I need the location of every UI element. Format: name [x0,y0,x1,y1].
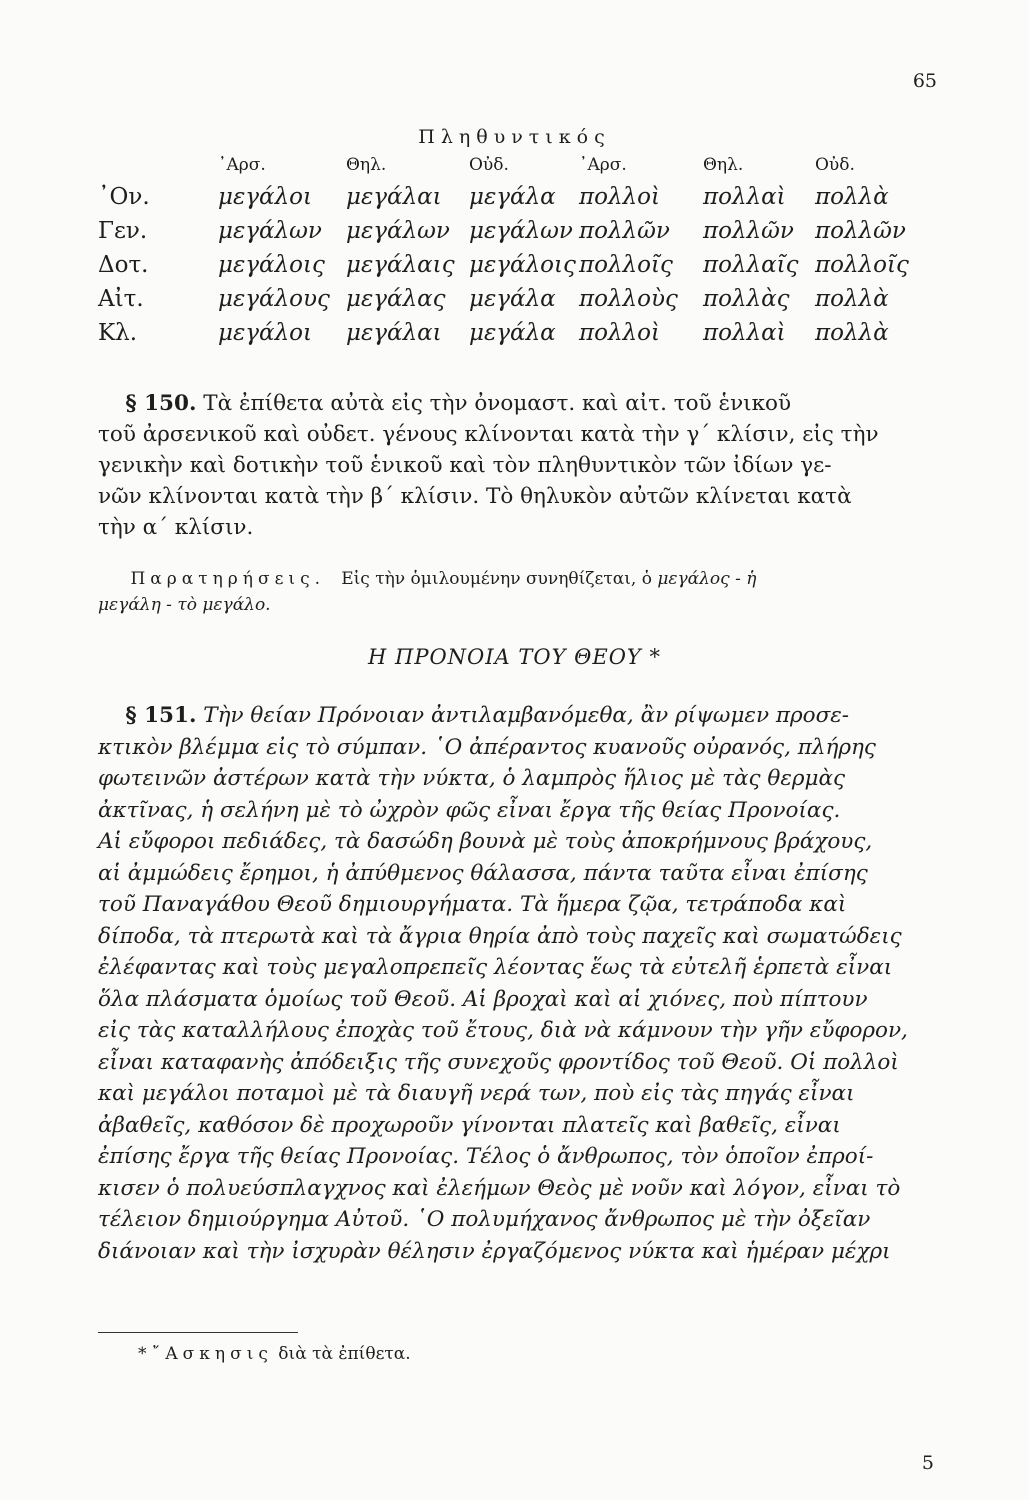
table-cell: πολλαῖς [703,252,799,278]
table-cell: πολλῶν [703,218,794,244]
table-row [98,316,911,350]
text-line: εἰς τὰς καταλλήλους ἐποχὰς τοῦ ἔτους, διὰ νὰ κάμνουν τὴν γῆν εὔφορον, [98,1018,908,1043]
table-cell: πολλοῖς [579,252,673,278]
footnote-label: ῎Ασκησις [151,1344,273,1364]
text-line: διάνοιαν καὶ τὴν ἰσχυρὰν θέλησιν ἐργαζόμενος νύκτα καὶ ἡμέραν μέχρι [98,1238,891,1264]
remarks-forms-continued: μεγάλη - τὸ μεγάλο. [98,595,271,615]
declension-table [98,150,911,350]
table-cell: πολλὰ [815,286,889,312]
table-cell: μεγάλας [346,286,446,312]
text-line: τοῦ ἀρσενικοῦ καὶ οὐδετ. γένους κλίνονται κατὰ τὴν γ΄ κλίσιν, εἰς τὴν [98,422,879,447]
table-cell: μεγάλων [469,218,573,244]
case-label: Αἰτ. [98,286,144,312]
table-cell: πολλὰ [815,320,889,346]
table-header-row [98,150,911,180]
column-header [98,150,218,180]
table-cell: πολλὰς [703,286,790,312]
table-cell: μεγάλους [218,286,330,312]
table-cell: πολλῶν [815,218,906,244]
column-header: ᾿Αρσ. [218,155,266,175]
text-line: νῶν κλίνονται κατὰ τὴν β΄ κλίσιν. Τὸ θηλυκὸν αὐτῶν κλίνεται κατὰ [98,484,852,509]
text-line: φωτεινῶν ἀστέρων κατὰ τὴν νύκτα, ὁ λαμπρὸς ἥλιος μὲ τὰς θερμὰς [98,766,846,791]
text-line [98,700,928,732]
section-150-paragraph [98,388,928,543]
text-line [98,566,928,592]
line-text: Τὰ ἐπίθετα αὐτὰ εἰς τὴν ὀνομαστ. καὶ αἰτ. τοῦ ἑνικοῦ [203,391,792,416]
table-cell: μεγάλα [469,184,556,210]
table-cell: πολλῶν [579,218,670,244]
table-cell: πολλοὺς [579,286,678,312]
section-151-paragraph [98,700,928,1267]
column-header: Οὐδ. [815,155,855,175]
table-cell: πολλὰ [815,184,889,210]
section-heading: Πληθυντικός [418,126,611,148]
table-cell: μεγάλα [469,320,556,346]
table-cell: μεγάλαις [346,252,455,278]
table-row [98,282,911,316]
table-cell: μεγάλοις [218,252,325,278]
text-line: ἐπίσης ἔργα τῆς θείας Προνοίας. Τέλος ὁ ἄνθρωπος, τὸν ὁποῖον ἐπροί- [98,1144,874,1169]
table-row [98,180,911,214]
text-line: ἀκτῖνας, ἡ σελήνη μὲ τὸ ὠχρὸν φῶς εἶναι ἔργα τῆς θείας Προνοίας. [98,797,841,823]
remarks-label: Παρατηρήσεις. [130,569,325,589]
table-cell: πολλαὶ [703,320,786,346]
text-line: δίποδα, τὰ πτερωτὰ καὶ τὰ ἄγρια θηρία ἀπὸ τοὺς παχεῖς καὶ σωματώδεις [98,923,902,949]
remarks-text: Εἰς τὴν ὁμιλουμένην συνηθίζεται, ὁ [341,569,652,589]
text-line: τέλειον δημιούργημα Αὐτοῦ. ῾Ο πολυμήχανος ἄνθρωπος μὲ τὴν ὀξεῖαν [98,1207,871,1232]
page-number: 65 [912,70,937,92]
text-line: τὴν α΄ κλίσιν. [98,515,254,540]
column-header: Θηλ. [703,155,744,175]
text-line: Αἱ εὔφοροι πεδιάδες, τὰ δασώδη βουνὰ μὲ τοὺς ἀποκρήμνους βράχους, [98,829,873,854]
text-line [98,388,928,419]
table-cell: μεγάλαι [346,320,442,346]
signature-mark: 5 [921,1452,934,1474]
table-cell: μεγάλα [469,286,556,312]
table-cell: πολλαὶ [703,184,786,210]
column-header: Οὐδ. [469,155,509,175]
footnote [138,1344,411,1364]
case-label: ᾿Ον. [98,184,150,210]
table-cell: μεγάλων [346,218,450,244]
section-number: § 150. [125,391,197,416]
footnote-divider [98,1332,298,1333]
column-header: Θηλ. [346,155,387,175]
case-label: Κλ. [98,320,138,346]
table-cell: μεγάλοις [469,252,576,278]
column-header: ᾿Αρσ. [579,155,627,175]
case-label: Γεν. [98,218,148,244]
table-cell: μεγάλαι [346,184,442,210]
table-cell: μεγάλοι [218,320,313,346]
table-row [98,248,911,282]
text-line: ἀβαθεῖς, καθόσον δὲ προχωροῦν γίνονται πλατεῖς καὶ βαθεῖς, εἶναι [98,1112,841,1138]
text-line: καὶ μεγάλοι ποταμοὶ μὲ τὰ διαυγῆ νερά των, ποὺ εἰς τὰς πηγάς εἶναι [98,1081,855,1106]
table-row [98,214,911,248]
text-line: τοῦ Παναγάθου Θεοῦ δημιουργήματα. Τὰ ἥμερα ζῷα, τετράποδα καὶ [98,892,847,917]
text-line: ἐλέφαντας καὶ τοὺς μεγαλοπρεπεῖς λέοντας ἕως τὰ εὐτελῆ ἑρπετὰ εἶναι [98,955,893,980]
table-cell: μεγάλοι [218,184,313,210]
footnote-text: διὰ τὰ ἐπίθετα. [278,1344,411,1364]
section-number: § 151. [125,703,197,728]
remarks-forms: μεγάλος - ἡ [657,569,757,589]
table-cell: πολλοῖς [815,252,909,278]
reading-title: Η ΠΡΟΝΟΙΑ ΤΟΥ ΘΕΟΥ * [368,645,661,669]
footnote-marker: * [138,1344,147,1364]
line-text: Τὴν θείαν Πρόνοιαν ἀντιλαμβανόμεθα, ἂν ρίψωμεν προσε- [203,703,850,728]
case-label: Δοτ. [98,252,149,278]
text-line: αἱ ἀμμώδεις ἔρημοι, ἡ ἀπύθμενος θάλασσα, πάντα ταῦτα εἶναι ἐπίσης [98,860,868,886]
table-cell: πολλοὶ [579,320,660,346]
text-line: κτικὸν βλέμμα εἰς τὸ σύμπαν. ῾Ο ἀπέραντος κυανοῦς οὐρανός, πλήρης [98,734,876,760]
text-line: εἶναι καταφανὴς ἀπόδειξις τῆς συνεχοῦς φροντίδος τοῦ Θεοῦ. Οἱ πολλοὶ [98,1049,899,1075]
text-line: κισεν ὁ πολυεύσπλαγχνος καὶ ἐλεήμων Θεὸς μὲ νοῦν καὶ λόγον, εἶναι τὸ [98,1175,901,1201]
text-line: ὅλα πλάσματα ὁμοίως τοῦ Θεοῦ. Αἱ βροχαὶ καὶ αἱ χιόνες, ποὺ πίπτουν [98,986,868,1012]
remarks-paragraph [98,566,928,618]
table-cell: μεγάλων [218,218,322,244]
table-cell: πολλοὶ [579,184,660,210]
text-line: γενικὴν καὶ δοτικὴν τοῦ ἑνικοῦ καὶ τὸν πληθυντικὸν τῶν ἰδίων γε- [98,453,832,478]
